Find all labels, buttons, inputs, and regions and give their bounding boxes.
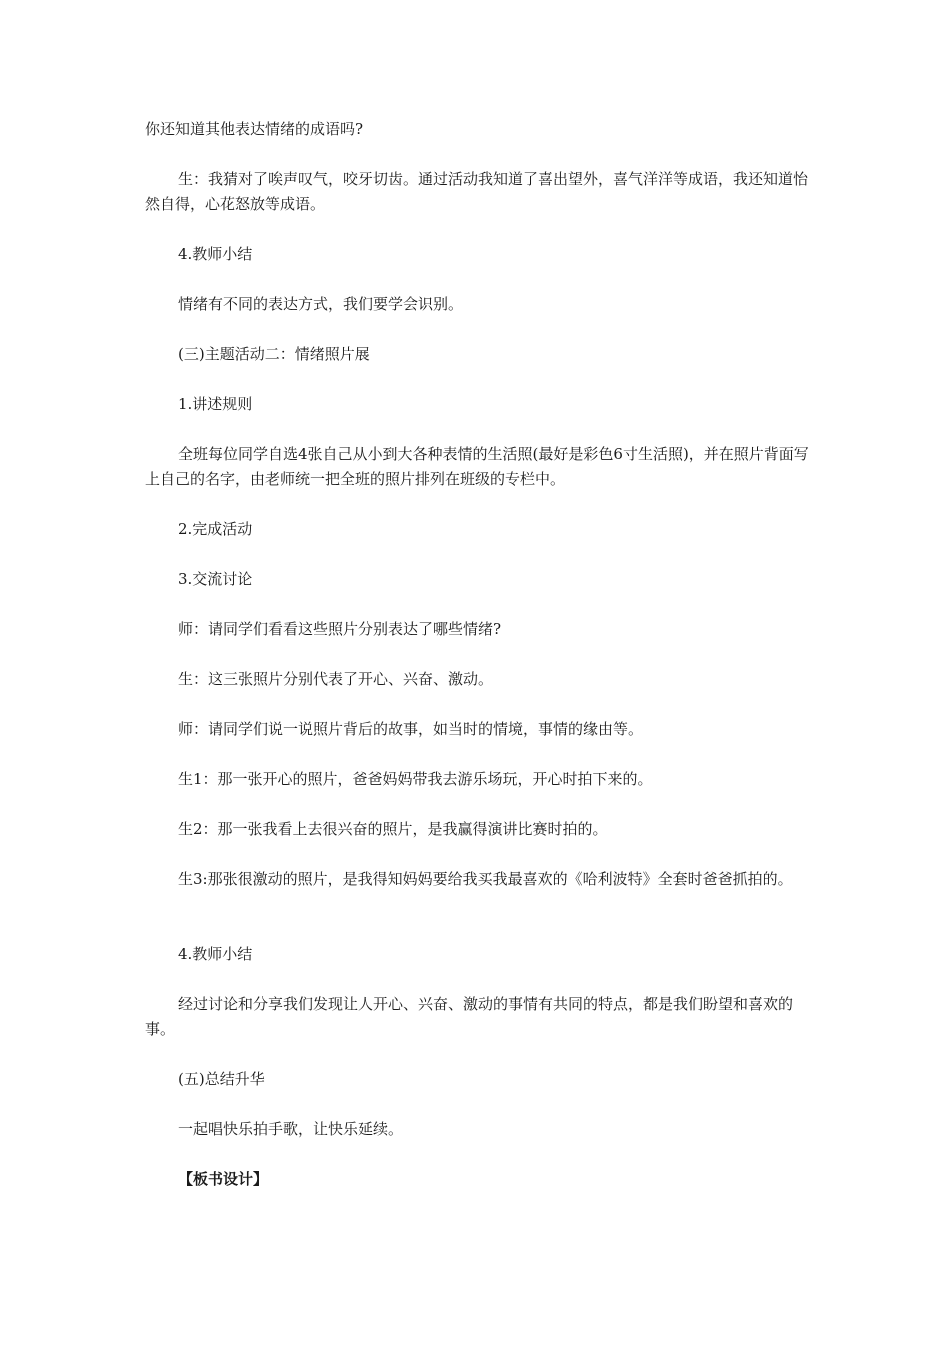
paragraph-rules: 全班每位同学自选4张自己从小到大各种表情的生活照(最好是彩色6寸生活照)，并在照片背面写上自己的名字，由老师统一把全班的照片排列在班级的专栏中。	[145, 445, 809, 488]
heading-conclusion: (五)总结升华	[178, 1070, 265, 1088]
paragraph-student-answer: 生：我猜对了唉声叹气，咬牙切齿。通过活动我知道了喜出望外，喜气洋洋等成语，我还知道怡然自得，心花怒放等成语。	[145, 170, 809, 213]
heading-complete-activity: 2.完成活动	[178, 520, 253, 538]
paragraph-summary-2: 经过讨论和分享我们发现让人开心、兴奋、激动的事情有共同的特点，都是我们盼望和喜欢的事。	[145, 995, 794, 1038]
paragraph-student-reply-1: 生：这三张照片分别代表了开心、兴奋、激动。	[178, 670, 494, 688]
heading-rules: 1.讲述规则	[178, 395, 253, 413]
paragraph-teacher-question-1: 师：请同学们看看这些照片分别表达了哪些情绪?	[178, 620, 502, 638]
heading-board-design: 【板书设计】	[178, 1170, 269, 1188]
paragraph-teacher-question-2: 师：请同学们说一说照片背后的故事，如当时的情境，事情的缘由等。	[178, 720, 644, 738]
paragraph-student-2: 生2：那一张我看上去很兴奋的照片，是我赢得演讲比赛时拍的。	[178, 820, 608, 838]
heading-teacher-summary-1: 4.教师小结	[178, 245, 253, 263]
paragraph-student-1: 生1：那一张开心的照片，爸爸妈妈带我去游乐场玩，开心时拍下来的。	[178, 770, 653, 788]
paragraph-question: 你还知道其他表达情绪的成语吗?	[145, 120, 364, 138]
paragraph-summary-1: 情绪有不同的表达方式，我们要学会识别。	[178, 295, 464, 313]
paragraph-conclusion: 一起唱快乐拍手歌，让快乐延续。	[178, 1120, 404, 1138]
heading-activity-two: (三)主题活动二：情绪照片展	[178, 345, 370, 363]
heading-discussion: 3.交流讨论	[178, 570, 253, 588]
paragraph-student-3: 生3:那张很激动的照片，是我得知妈妈要给我买我最喜欢的《哈利波特》全套时爸爸抓拍的。	[178, 870, 793, 888]
heading-teacher-summary-2: 4.教师小结	[178, 945, 253, 963]
